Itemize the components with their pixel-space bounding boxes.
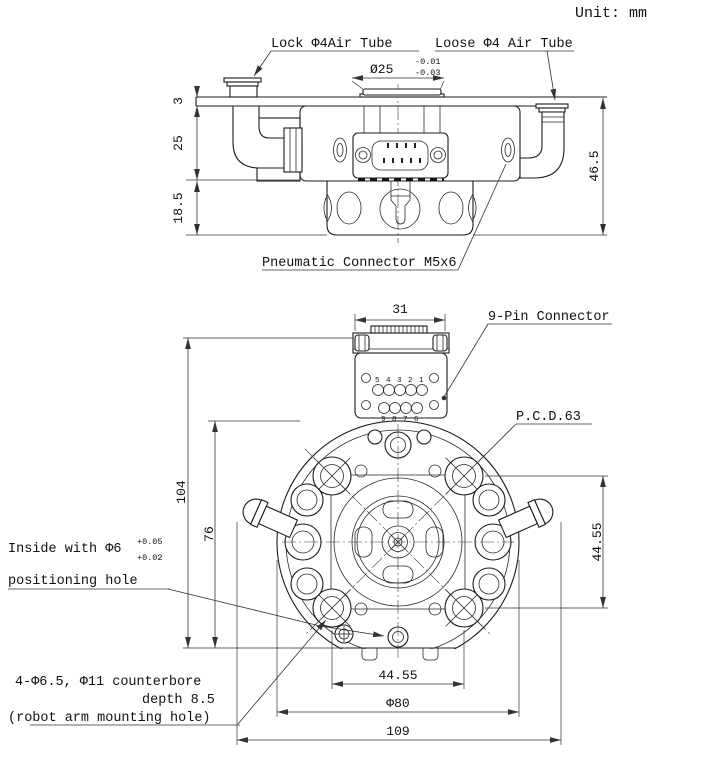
- pneumatic-connector-label: Pneumatic Connector M5x6: [262, 256, 457, 271]
- body-height-dim: 25: [171, 135, 186, 151]
- loose-air-tube-label: Loose Φ4 Air Tube: [435, 37, 573, 52]
- unit-note: Unit: mm: [575, 5, 648, 22]
- overall-height-dim: 104: [174, 480, 189, 504]
- connector-width-dim: 31: [392, 302, 408, 317]
- counterbore-label-1: 4-Φ6.5, Φ11 counterbore: [15, 675, 202, 690]
- center-boss: [360, 89, 444, 133]
- counterbore-label-3: (robot arm mounting hole): [8, 711, 211, 726]
- total-height-dim: 46.5: [587, 150, 602, 182]
- flange-height-dim: 76: [202, 526, 217, 542]
- right-air-fitting: [520, 104, 568, 178]
- pin-numbers-bottom: 9 8 7 6: [381, 416, 420, 424]
- boss-tol-lower: -0.03: [415, 68, 441, 78]
- boss-diameter-dim: Ø25: [370, 62, 394, 77]
- positioning-tol-upper: +0.05: [137, 537, 163, 547]
- pin-numbers-top: 5 4 3 2 1: [375, 377, 425, 385]
- positioning-hole-label-1: Inside with Φ6: [8, 542, 122, 557]
- right-elbow-fitting: [497, 494, 557, 541]
- aux-hole: [335, 625, 353, 643]
- overall-width-dim: 109: [386, 724, 410, 739]
- nine-pin-connector-label: 9-Pin Connector: [488, 310, 610, 325]
- positioning-hole-label-2: positioning hole: [8, 574, 138, 589]
- top-view: [196, 78, 607, 243]
- bottom-view: [239, 326, 557, 665]
- leader-dot: [442, 396, 447, 401]
- left-elbow-fitting: [239, 494, 299, 541]
- plate-thickness-dim: 3: [171, 97, 186, 105]
- nine-pin-connector-block: [353, 326, 449, 424]
- counterbore-label-2: depth 8.5: [142, 693, 215, 708]
- positioning-tol-lower: +0.02: [137, 553, 163, 563]
- bolt-spacing-h-dim: 44.55: [378, 668, 418, 683]
- flange-diameter-dim: Φ80: [386, 696, 410, 711]
- left-air-fitting: [224, 78, 302, 172]
- tool-side-block: [324, 181, 476, 235]
- boss-tol-upper: -0.01: [415, 57, 441, 67]
- bolt-spacing-v-dim: 44.55: [590, 522, 605, 562]
- pcd-label: P.C.D.63: [516, 410, 581, 425]
- dsub-connector: [353, 133, 448, 180]
- lock-air-tube-label: Lock Φ4Air Tube: [271, 37, 393, 52]
- leader-lines: [8, 51, 612, 725]
- lower-height-dim: 18.5: [171, 192, 186, 224]
